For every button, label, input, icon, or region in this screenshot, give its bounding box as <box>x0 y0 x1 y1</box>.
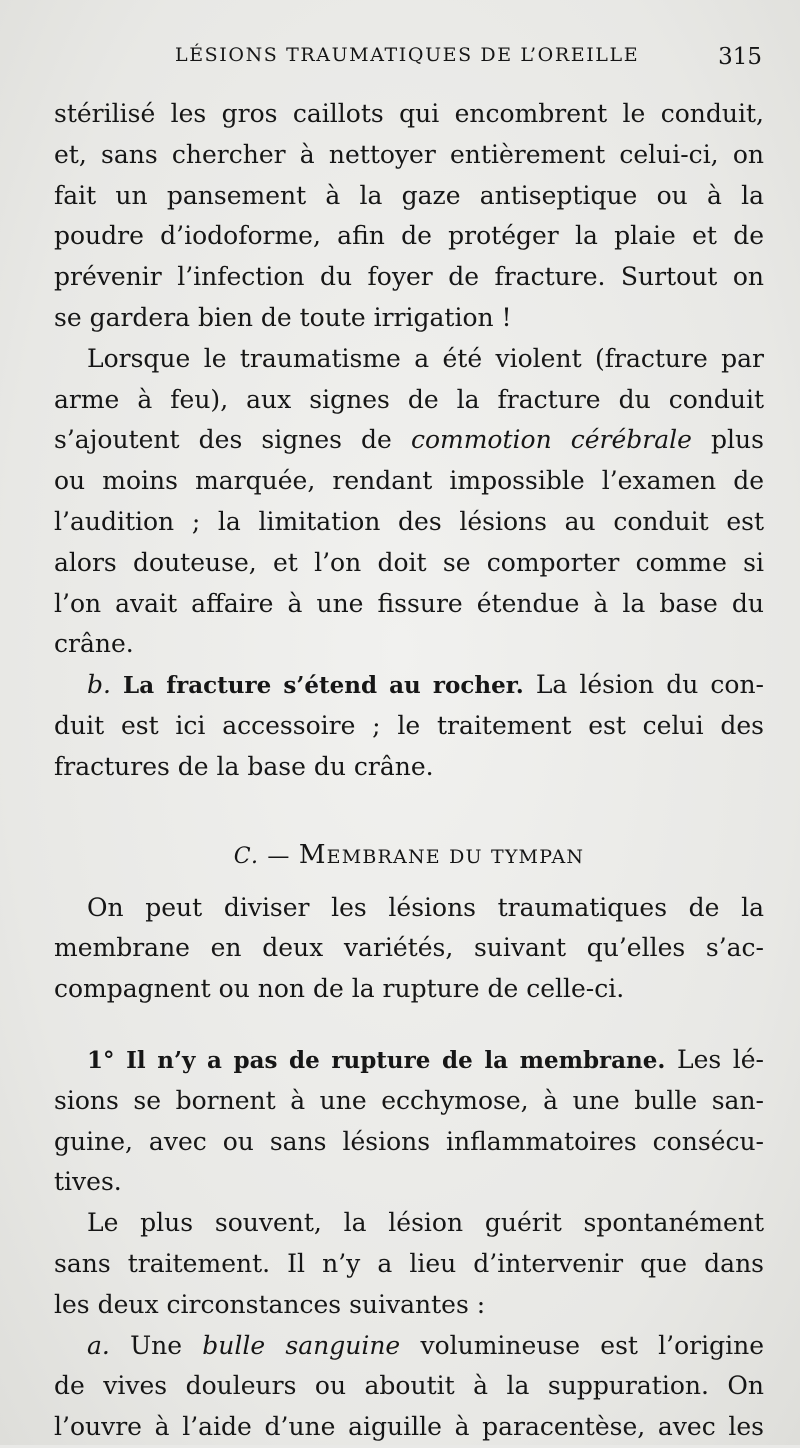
text-line: alors douteuse, et l’on doit se comporter comme si <box>54 547 764 577</box>
text-line: ou moins marquée, rendant impossible l’examen de <box>54 466 764 496</box>
paragraph-6 <box>54 1203 764 1325</box>
text-segment: s’ajoutent des signes de <box>54 425 411 455</box>
section-dash: — <box>259 843 299 869</box>
smallcap-initial: M <box>298 839 327 870</box>
text-line: compagnent ou non de la rupture de celle-ci. <box>54 974 625 1004</box>
text-line: l’ouvre à l’aide d’une aiguille à paracentèse, avec les <box>54 1412 764 1442</box>
text-line: et, sans chercher à nettoyer entièrement celui-ci, on <box>54 139 764 169</box>
text-line: de vives douleurs ou aboutit à la suppuration. On <box>54 1371 764 1401</box>
paragraph-2 <box>54 339 764 665</box>
text-line: crâne. <box>54 629 134 659</box>
smallcap-text: EMBRANE <box>326 845 441 868</box>
text-line: fractures de la base du crâne. <box>54 751 434 781</box>
smallcap-text: U <box>465 845 483 868</box>
running-head-title: LÉSIONS TRAUMATIQUES DE L’OREILLE <box>175 44 640 66</box>
text-line: On peut diviser les lésions traumatiques de la <box>87 892 764 922</box>
smallcap-text: YMPAN <box>504 845 585 868</box>
text-line: les deux circonstances suivantes : <box>54 1289 486 1319</box>
smallcap-initial: D <box>449 845 466 868</box>
text-line: se gardera bien de toute irrigation ! <box>54 302 512 332</box>
text-line: tives. <box>54 1167 122 1197</box>
text-line: sions se bornent à une ecchymose, à une bulle san- <box>54 1085 764 1115</box>
text-segment: La lésion du con- <box>523 670 764 700</box>
text-segment: Les lé- <box>665 1044 764 1074</box>
paragraph-7 <box>54 1326 764 1448</box>
paragraph-3 <box>54 665 764 787</box>
text-line: arme à feu), aux signes de la fracture du conduit <box>54 384 764 414</box>
page-number: 315 <box>718 44 762 70</box>
smallcap-initial: T <box>490 845 505 868</box>
list-letter: a. <box>87 1330 110 1360</box>
text-line <box>54 1326 764 1367</box>
text-line: prévenir l’infection du foyer de fracture. Surtout on <box>54 262 764 292</box>
section-heading <box>54 830 764 880</box>
bold-heading: 1° Il n’y a pas de rupture de la membrane. <box>87 1046 666 1074</box>
text-line: duit est ici accessoire ; le traitement est celui des <box>54 710 764 740</box>
text-line: stérilisé les gros caillots qui encombrent le conduit, <box>54 99 764 128</box>
text-segment: Une <box>109 1330 203 1360</box>
page-body <box>54 94 764 1448</box>
paragraph-1 <box>54 94 764 339</box>
text-segment: volumineuse est l’origine <box>400 1330 765 1360</box>
text-line: sans traitement. Il n’y a lieu d’intervenir que dans <box>54 1248 764 1278</box>
paragraph-5 <box>54 1040 764 1203</box>
text-line: guine, avec ou sans lésions inflammatoires consécu- <box>54 1126 764 1156</box>
paragraph-4 <box>54 888 764 1010</box>
text-segment: plus <box>691 425 764 455</box>
list-letter: b. <box>87 670 111 700</box>
text-line: Le plus souvent, la lésion guérit spontanément <box>87 1208 764 1238</box>
text-line: fait un pansement à la gaze antiseptique ou à la <box>54 180 764 210</box>
italic-term: bulle sanguine <box>202 1330 401 1360</box>
text-line: l’audition ; la limitation des lésions au conduit est <box>54 506 764 536</box>
text-line <box>54 1040 764 1081</box>
running-head <box>0 44 800 74</box>
text-line: poudre d’iodoforme, afin de protéger la plaie et de <box>54 221 764 251</box>
italic-term: commotion cérébrale <box>410 425 692 455</box>
text-line <box>54 665 764 706</box>
paragraph-gap <box>54 1010 764 1040</box>
bold-heading: La fracture s’étend au rocher. <box>123 672 524 700</box>
text-line: Lorsque le traumatisme a été violent (fracture par <box>87 343 764 373</box>
text-line <box>54 420 764 461</box>
text-line: l’on avait affaire à une fissure étendue à la base du <box>54 588 764 618</box>
section-letter: C. <box>233 843 260 869</box>
text-line: membrane en deux variétés, suivant qu’elles s’ac- <box>54 933 764 963</box>
